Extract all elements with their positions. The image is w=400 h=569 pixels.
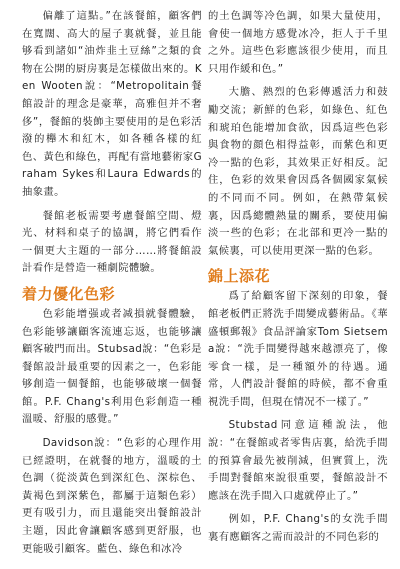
left-paragraph-3: 色彩能增强或者减損就餐體驗，色彩能够讓顧客流連忘返，也能够讓顧客破門而出。Stubsad說：“色彩是餐館設計最重要的因素之一，色彩能够創造一個餐館，也能够破壞一個餐館。P.F. Chang's利用色彩創造一種溫暖、舒服的感覺。”	[22, 307, 202, 426]
left-column	[22, 8, 202, 564]
right-paragraph-3: 爲了給顧客留下深刻的印象，餐館老板們正將洗手間變成藝術品。《華盛頓郵報》食品評論家Tom Sietsema說：“洗手間變得越來越漂亮了，像零食一樣，是一種額外的待遇。通常，人們設計餐館的時候，都不會重視洗手間，但現在情况不一樣了。”	[208, 290, 388, 408]
left-paragraph-2: 餐館老板需要考慮餐館空間、燈光、材料和桌子的協調，將它們看作一個更大主題的一部分……將餐館設計看作是營造一種劇院體驗。	[22, 209, 202, 275]
section-heading-finishing: 錦上添花	[208, 267, 271, 286]
right-paragraph-1: 的土色調等冷色調，如果大量使用，會使一個地方感覺冰冷，拒人于千里之外。這些色彩應該很少使用，而且只用作緩和色。”	[208, 10, 388, 75]
section-heading-color: 着力優化色彩	[22, 284, 116, 303]
right-paragraph-5: 例如，P.F. Chang's的女洗手間裏有應顧客之需而設計的不同色彩的	[208, 513, 388, 544]
right-paragraph-4: Stubstad同意這種說法，他說：“在餐館或者零售店裏，給洗手間的預算會最先被削減，但實質上，洗手間對餐館來說很重要，餐館設計不應該在洗手間入口處就停止了。”	[208, 419, 388, 502]
left-paragraph-1: 偏離了這點。”在該餐館，顧客們在寬闊、高大的屋子裏就餐，並且能够看到諸如“油炸韭土豆絲”之類的食物在公開的厨房裏是怎樣做出來的。Ken Wooten說：“Metropolitain餐館設計的理念是豪華，高雅但并不奢侈”，餐館的裝飾主要使用的是色彩活潑的櫸木和紅木，如各種各樣的紅色、黃色和綠色，再配有當地藝術家Graham Sykes和Laura Edwards的抽象畫。	[22, 10, 202, 198]
right-paragraph-2: 大膽、熱烈的色彩傳遞活力和鼓勵交流；新鮮的色彩，如綠色、紅色和琥珀色能增加食欲，因爲這些色彩與食物的顔色相得益彰，而紫色和更冷一點的色彩，其效果正好相反。記住，色彩的效果會因爲各個國家氣候的不同而不同。例如，在熱帶氣候裏，因爲總體熱量的關系，要使用偏淡一些的色彩；在北部和更冷一點的氣候裏，可以使用更深一點的色彩。	[208, 86, 388, 257]
left-paragraph-4: Davidson說：“色彩的心理作用已經證明，在就餐的地方，溫暖的土色調（從淡黃色到深紅色、深棕色、黃褐色到深紫色，都屬于這類色彩）更有吸引力，而且還能突出餐館設計主題，因此會讓顧客感到更舒服，也更能吸引顧客。藍色、綠色和冰冷	[22, 437, 202, 555]
right-column	[208, 8, 388, 553]
